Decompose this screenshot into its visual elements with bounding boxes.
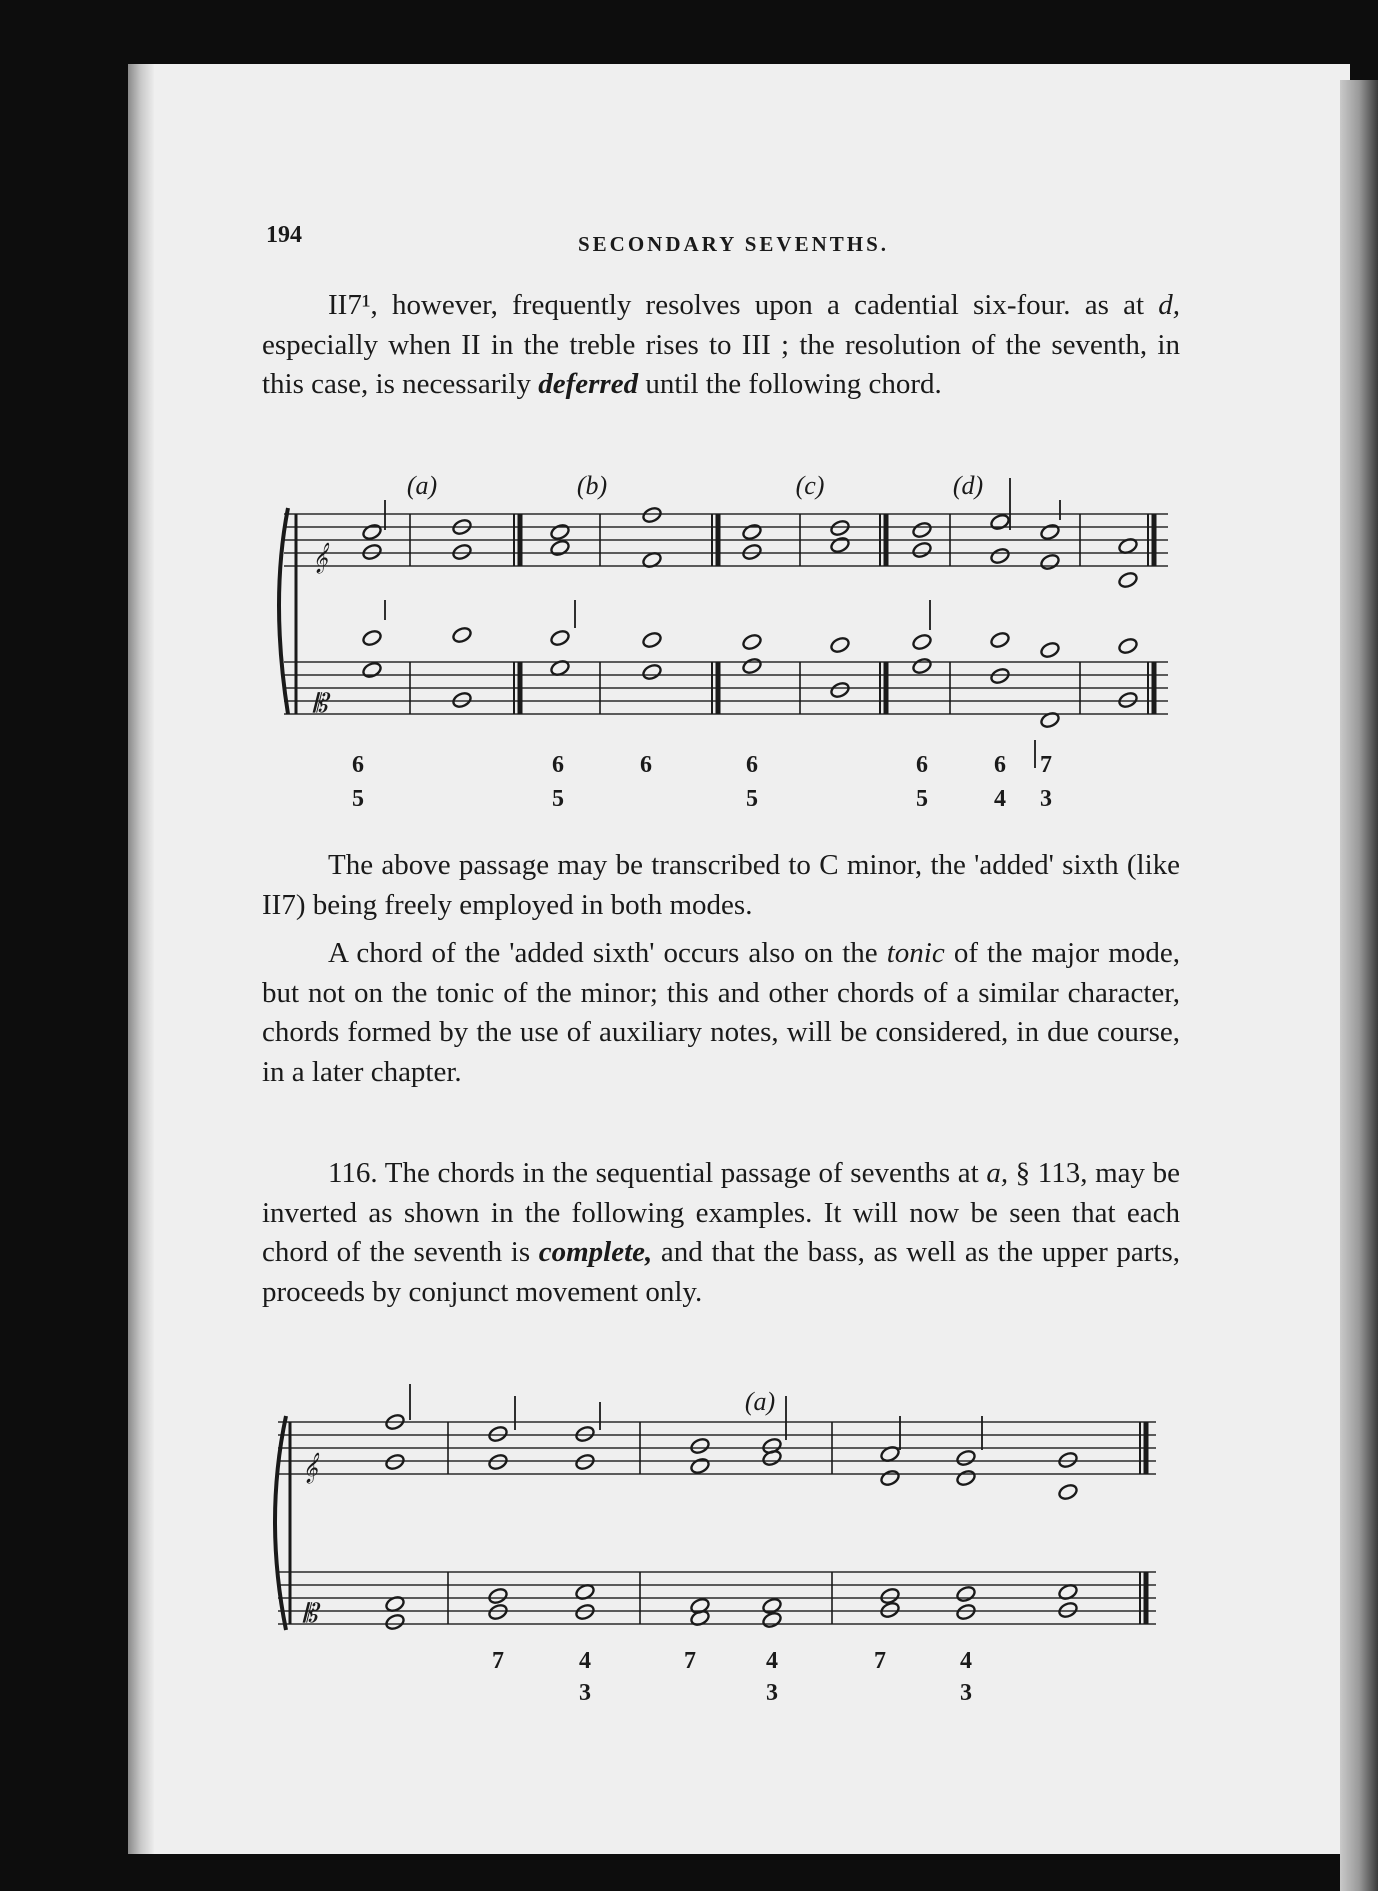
bass-note <box>989 631 1010 649</box>
para1-text-3: until the following chord. <box>638 368 942 400</box>
figured-bass-top: 7 <box>684 1648 696 1674</box>
para1-text-2: especially when II in the treble rises to III ; the resolution of the seventh, in this case, is necessarily <box>262 328 1180 400</box>
bass-note <box>741 633 762 651</box>
para4-text-2: § 113, may be inverted as shown in the following examples. It will now be seen that each chord of the seventh is <box>262 1157 1180 1268</box>
bass-note <box>641 631 662 649</box>
figured-bass-bottom: 3 <box>1040 786 1052 812</box>
running-head: SECONDARY SEVENTHS. <box>578 232 890 256</box>
treble-note <box>879 1469 900 1487</box>
bass-note <box>761 1611 782 1629</box>
figured-bass-bottom: 3 <box>579 1680 591 1706</box>
figured-bass-bottom: 3 <box>766 1680 778 1706</box>
figured-bass-bottom: 5 <box>916 786 928 812</box>
para2-text: The above passage may be transcribed to C minor, the 'added' sixth (like II7) being freely employed in both modes. <box>262 849 1180 921</box>
para1-italic-deferred: deferred <box>538 368 639 400</box>
figured-bass-top: 4 <box>960 1648 972 1674</box>
bass-note <box>361 661 382 679</box>
example-label: (a) <box>406 471 438 500</box>
treble-note <box>1117 571 1138 589</box>
figured-bass-bottom: 5 <box>552 786 564 812</box>
treble-note <box>549 539 570 557</box>
bass-note <box>574 1603 595 1621</box>
bass-note <box>955 1603 976 1621</box>
bass-note <box>879 1601 900 1619</box>
treble-clef-icon: 𝄞 <box>312 543 328 572</box>
bass-note <box>487 1603 508 1621</box>
bass-note <box>1117 691 1138 709</box>
para3-text: A chord of the 'added sixth' occurs also on the <box>328 937 887 969</box>
page-number: 194 <box>266 222 302 248</box>
example-label: (b) <box>576 471 608 500</box>
bass-note <box>361 629 382 647</box>
bass-note <box>384 1613 405 1631</box>
treble-note <box>361 523 382 541</box>
figured-bass-bottom: 3 <box>960 1680 972 1706</box>
bass-note <box>741 657 762 675</box>
example-label: (d) <box>952 471 984 500</box>
grand-staff-brace <box>279 508 288 714</box>
bass-note <box>451 626 472 644</box>
bass-note <box>641 663 662 681</box>
para3-italic-tonic: tonic <box>886 937 945 969</box>
c-clef-icon: 𝄡 <box>312 689 328 718</box>
treble-note <box>1057 1451 1078 1469</box>
bass-note <box>487 1587 508 1605</box>
treble-note <box>451 543 472 561</box>
treble-note <box>689 1457 710 1475</box>
treble-note <box>911 541 932 559</box>
figured-bass-top: 6 <box>994 752 1006 778</box>
treble-note <box>989 547 1010 565</box>
bass-note <box>829 636 850 654</box>
para4-text: 116. The chords in the sequential passage of sevenths at <box>328 1157 987 1189</box>
treble-note <box>574 1425 595 1443</box>
treble-clef-icon: 𝄞 <box>302 1453 318 1482</box>
paragraph-116 <box>262 1154 1180 1312</box>
bass-note <box>1057 1601 1078 1619</box>
treble-note <box>1039 523 1060 541</box>
bass-note <box>955 1585 976 1603</box>
figured-bass-top: 7 <box>874 1648 886 1674</box>
treble-note <box>487 1453 508 1471</box>
treble-note <box>741 523 762 541</box>
figured-bass-top: 6 <box>352 752 364 778</box>
example-label: (a) <box>744 1387 776 1416</box>
treble-note <box>829 536 850 554</box>
bass-note <box>1117 637 1138 655</box>
treble-note <box>549 523 570 541</box>
bass-note <box>549 629 570 647</box>
treble-note <box>1039 553 1060 571</box>
treble-note <box>641 506 662 524</box>
bass-note <box>911 657 932 675</box>
bass-note <box>911 633 932 651</box>
music-example-1 <box>279 471 1168 812</box>
bass-note <box>1039 641 1060 659</box>
figured-bass-top: 6 <box>746 752 758 778</box>
treble-note <box>955 1449 976 1467</box>
para4-italic-complete: complete, <box>538 1236 653 1268</box>
figured-bass-top: 4 <box>766 1648 778 1674</box>
example-label: (c) <box>795 471 825 500</box>
treble-note <box>1057 1483 1078 1501</box>
figured-bass-top: 7 <box>492 1648 504 1674</box>
treble-note <box>989 513 1010 531</box>
paragraph-transcribed <box>262 846 1180 925</box>
figured-bass-top: 7 <box>1040 752 1052 778</box>
music-example-2 <box>275 1384 1156 1706</box>
treble-note <box>689 1437 710 1455</box>
treble-note <box>487 1425 508 1443</box>
treble-note <box>574 1453 595 1471</box>
para1-italic-d: d, <box>1158 289 1180 321</box>
bass-note <box>989 667 1010 685</box>
treble-note <box>829 519 850 537</box>
treble-note <box>955 1469 976 1487</box>
para3-text-2: of the major mode, but not on the tonic of the minor; this and other chords of a similar character, chords formed by the use of auxiliary notes, will be considered, in due course, in a later chapter. <box>262 937 1180 1088</box>
figured-bass-top: 6 <box>640 752 652 778</box>
figured-bass-bottom: 5 <box>746 786 758 812</box>
figured-bass-top: 4 <box>579 1648 591 1674</box>
figured-bass-top: 6 <box>552 752 564 778</box>
figured-bass-top: 6 <box>916 752 928 778</box>
treble-note <box>741 543 762 561</box>
treble-note <box>361 543 382 561</box>
figured-bass-bottom: 4 <box>994 786 1006 812</box>
bass-note <box>829 681 850 699</box>
treble-note <box>384 1453 405 1471</box>
para1-text: II7¹, however, frequently resolves upon a cadential six-four. as at <box>328 289 1159 321</box>
bass-note <box>451 691 472 709</box>
figured-bass-bottom: 5 <box>352 786 364 812</box>
paragraph-added-sixth <box>262 934 1180 1092</box>
para4-italic-a: a, <box>986 1157 1009 1189</box>
c-clef-icon: 𝄡 <box>302 1599 318 1628</box>
para4-text-3: and that the bass, as well as the upper parts, proceeds by conjunct movement only. <box>262 1236 1180 1308</box>
treble-note <box>911 521 932 539</box>
